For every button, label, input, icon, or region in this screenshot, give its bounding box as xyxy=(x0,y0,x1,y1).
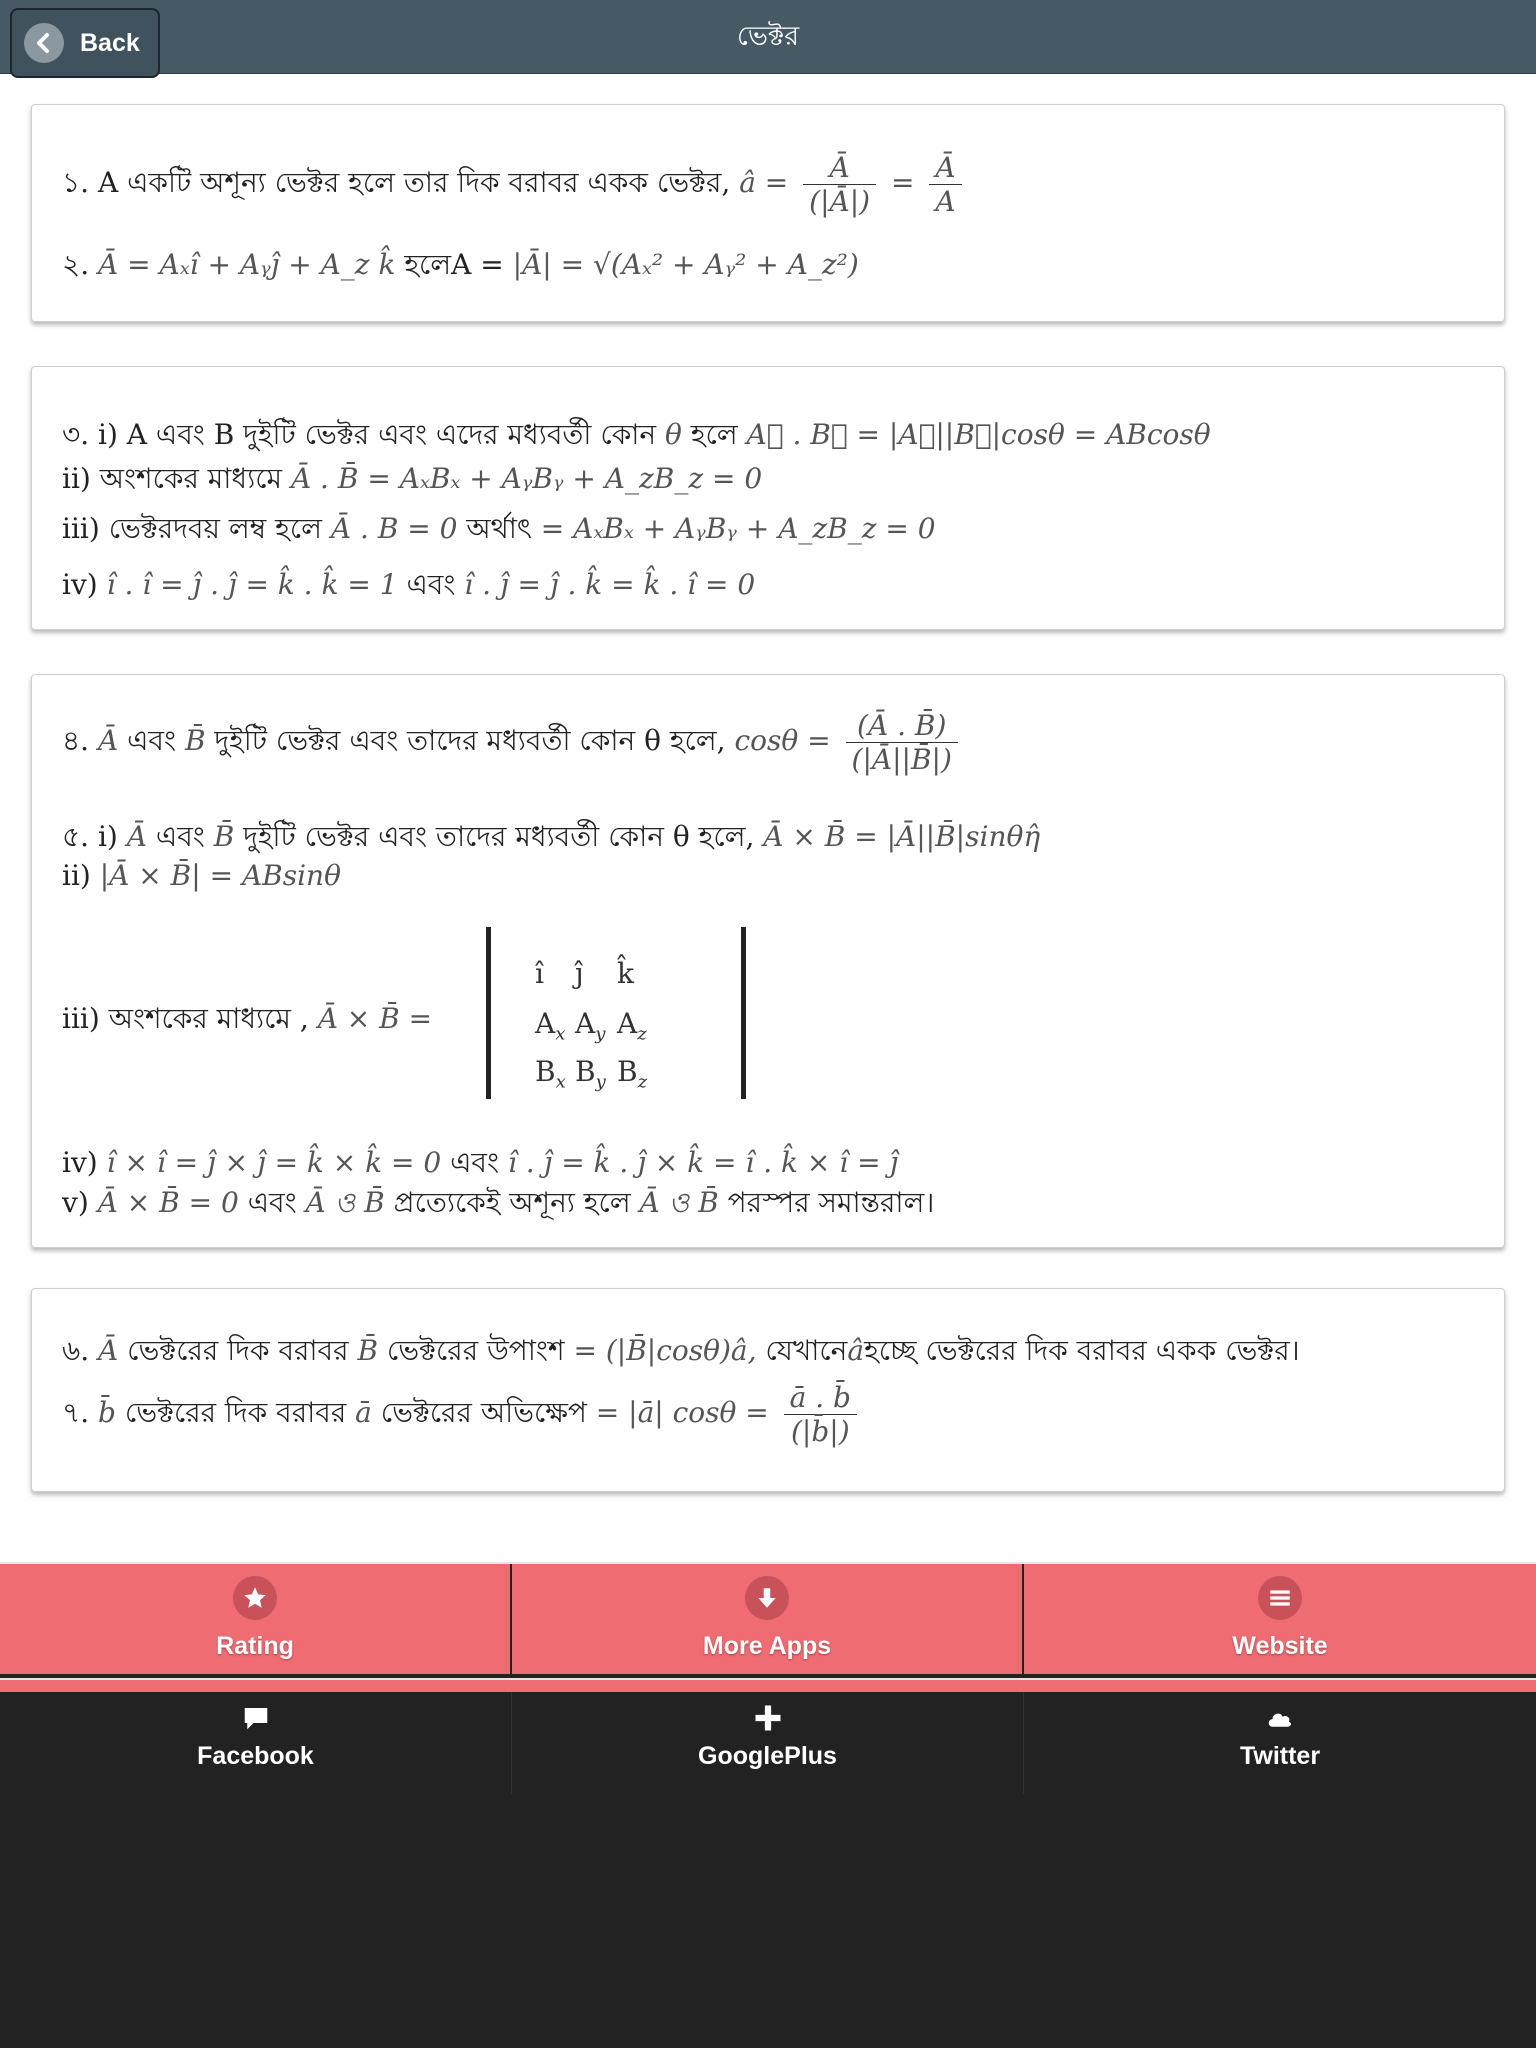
social-bar xyxy=(0,1692,1536,1794)
page-title: ভেক্টর xyxy=(736,21,800,52)
formula-line-7: ৭. b̄ ভেক্টরের দিক বরাবর ā ভেক্টরের অভিক্ষেপ = |ā| cosθ = $\frac{ā . b̄}{(|b̄|)}$ xyxy=(62,1381,863,1448)
fraction: $\frac{Ā}{A}$ xyxy=(929,151,961,218)
formula-line-3-ii: ii) অংশকের মাধ্যমে Ā . B̄ = AₓBₓ + AᵧBᵧ + A_zB_z = 0 xyxy=(62,462,763,495)
facebook-button[interactable]: Facebook xyxy=(0,1692,512,1794)
determinant-matrix: î ĵ k̂ $A_x$ $A_y$ $A_z$ $B_x$ $B_y$ $B_z$ xyxy=(486,927,746,1099)
formula-card-1 xyxy=(31,104,1505,322)
formula-line-3-iv: iv) î . î = ĵ . ĵ = k̂ . k̂ = 1 এবং î . ĵ = ĵ . k̂ = k̂ . î = 0 xyxy=(62,568,756,601)
fraction: $\frac{ā . b̄}{(|b̄|)}$ xyxy=(784,1381,857,1448)
fraction: $\frac{Ā}{(|Ā|)}$ xyxy=(803,151,876,218)
nav-divider xyxy=(0,1680,1536,1692)
formula-card-4 xyxy=(31,1288,1505,1492)
more-apps-button[interactable]: More Apps xyxy=(512,1564,1024,1678)
formula-line-5-i: ৫. i) Ā এবং B̄ দুইটি ভেক্টর এবং তাদের মধ্যবর্তী কোন θ হলে, Ā × B̄ = |Ā||B̄|sinθη̂ xyxy=(62,820,1041,853)
formula-line-5-ii: ii) |Ā × B̄| = ABsinθ xyxy=(62,859,341,892)
formula-card-3 xyxy=(31,674,1505,1248)
formula-line-5-iii: iii) অংশকের মাধ্যমে , Ā × B̄ = xyxy=(62,1002,433,1035)
cloud-icon xyxy=(1264,1702,1296,1734)
star-icon xyxy=(233,1576,277,1620)
website-button[interactable]: Website xyxy=(1024,1564,1536,1678)
fraction: $\frac{(Ā . B̄)}{(|Ā||B̄|)}$ xyxy=(846,709,958,776)
formula-line-2: ২. Ā = Aₓî + Aᵧĵ + A_z k̂ হলেA = |Ā| = √(Aₓ² + Aᵧ² + A_z²) xyxy=(62,248,859,281)
formula-line-1: ১. A একটি অশূন্য ভেক্টর হলে তার দিক বরাবর একক ভেক্টর, â = $\frac{Ā}{(|Ā|)}$ = $\frac{Ā}{A}$ xyxy=(62,151,968,218)
menu-icon xyxy=(1258,1576,1302,1620)
bottom-navbar xyxy=(0,1562,1536,1680)
formula-line-4: ৪. Ā এবং B̄ দুইটি ভেক্টর এবং তাদের মধ্যবর্তী কোন θ হলে, cosθ = $\frac{(Ā . B̄)}{(|Ā||B̄|)}$ xyxy=(62,709,964,776)
formula-line-5-v: v) Ā × B̄ = 0 এবং Ā ও B̄ প্রত্যেকেই অশূন্য হলে Ā ও B̄ পরস্পর সমান্তরাল। xyxy=(62,1186,935,1219)
formula-line-5-iv: iv) î × î = ĵ × ĵ = k̂ × k̂ = 0 এবং î . ĵ = k̂ . ĵ × k̂ = î . k̂ × î = ĵ xyxy=(62,1146,899,1179)
formula-card-2 xyxy=(31,366,1505,630)
app-header xyxy=(0,0,1536,74)
plus-icon xyxy=(752,1702,784,1734)
formula-line-3: ৩. i) A এবং B দুইটি ভেক্টর এবং এদের মধ্যবর্তী কোন θ হলে A⃗ . B⃗ = |A⃗||B⃗|cosθ = ABcosθ xyxy=(62,418,1211,451)
back-button-label: Back xyxy=(80,28,140,57)
formula-line-6: ৬. Ā ভেক্টরের দিক বরাবর B̄ ভেক্টরের উপাংশ = (|B̄|cosθ)â, যেখানেâহচ্ছে ভেক্টরের দিক বরাবর একক ভেক্টর। xyxy=(62,1334,1300,1367)
googleplus-button[interactable]: GooglePlus xyxy=(512,1692,1024,1794)
rating-button[interactable]: Rating xyxy=(0,1564,512,1678)
download-icon xyxy=(745,1576,789,1620)
comment-icon xyxy=(240,1702,272,1734)
twitter-button[interactable]: Twitter xyxy=(1024,1692,1536,1794)
formula-line-3-iii: iii) ভেক্টরদবয় লম্ব হলে Ā . B = 0 অর্থাৎ = AₓBₓ + AᵧBᵧ + A_zB_z = 0 xyxy=(62,512,936,545)
